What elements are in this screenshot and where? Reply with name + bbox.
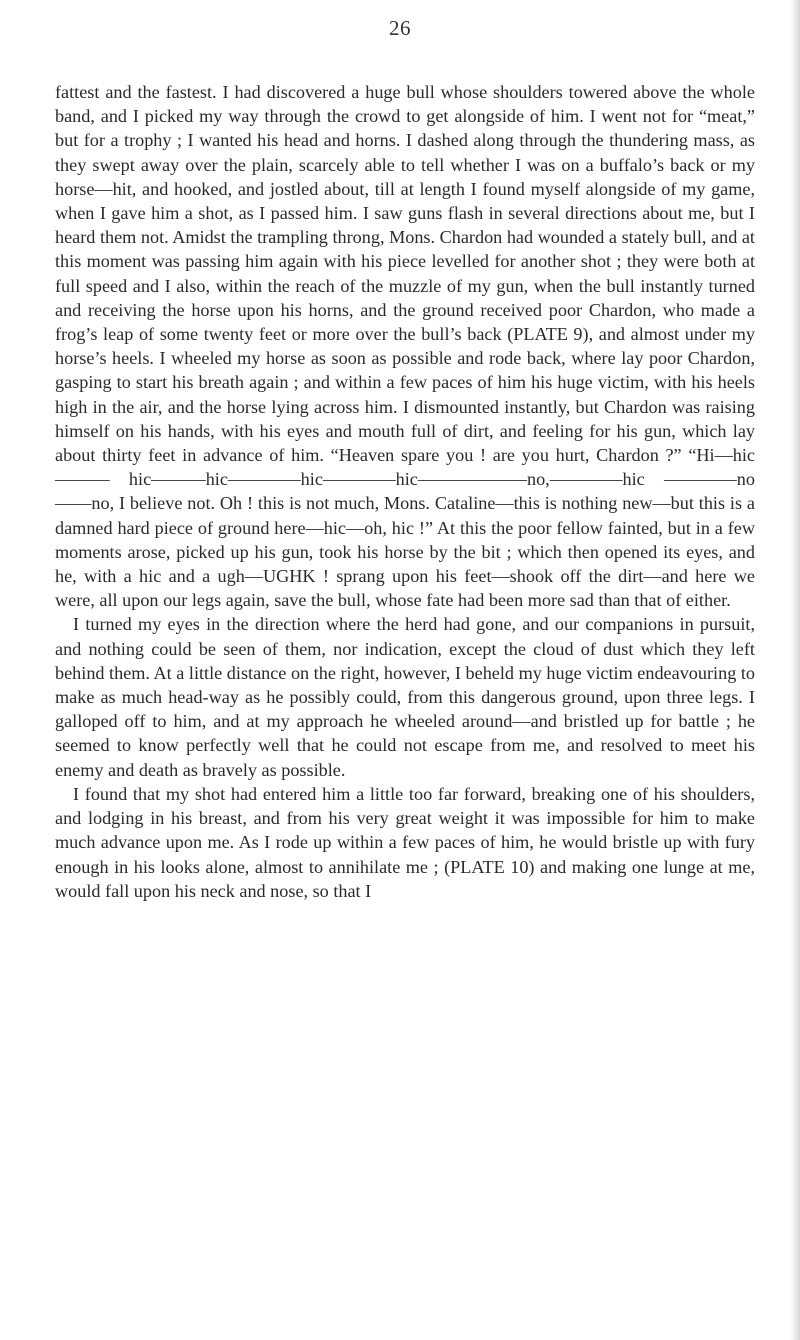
- page-edge-shadow: [790, 0, 800, 1340]
- page-number: 26: [389, 16, 411, 40]
- paragraph-3: I found that my shot had entered him a little too far forward, breaking one of his shoulders, and lodging in his breast, and from his very great weight it was impossible for him to make much advance upon me. As I rode up within a few paces of him, he would bristle up with fury enough in his looks alone, almost to annihilate me ; (PLATE 10) and making one lunge at me, would fall upon his neck and nose, so that I: [55, 783, 755, 901]
- paragraph-1: fattest and the fastest. I had discovered a huge bull whose shoulders towered above the whole band, and I picked my way through the crowd to get alongside of him. I went not for “meat,” but for a trophy ; I wanted his head and horns. I dashed along through the thundering mass, as they swept away over the plain, scarcely able to tell whether I was on a buffalo’s back or my horse—hit, and hooked, and jostled about, till at length I found myself alongside of my game, when I gave him a shot, as I passed him. I saw guns flash in several directions about me, but I heard them not. Amidst the trampling throng, Mons. Chardon had wounded a stately bull, and at this moment was passing him again with his piece levelled for another shot ; they were both at full speed and I also, within the reach of the muzzle of my gun, when the bull instantly turned and receiving the horse upon his horns, and the ground received poor Chardon, who made a frog’s leap of some twenty feet or more over the bull’s back (PLATE 9), and almost under my horse’s heels. I wheeled my horse as soon as possible and rode back, where lay poor Chardon, gasping to start his breath again ; and within a few paces of him his huge victim, with his heels high in the air, and the horse lying across him. I dismounted instantly, but Chardon was raising himself on his hands, with his eyes and mouth full of dirt, and feeling for his gun, which lay about thirty feet in advance of him. “Heaven spare you ! are you hurt, Chardon ?” “Hi—hic——— hic———hic————hic————hic——————no,————hic ————no——no, I believe not. Oh ! this is not much, Mons. Cataline—this is nothing new—but this is a damned hard piece of ground here—hic—oh, hic !” At this the poor fellow fainted, but in a few moments arose, picked up his gun, took his horse by the bit ; which then opened its eyes, and he, with a hic and a ugh—UGHK ! sprang upon his feet—shook off the dirt—and here we were, all upon our legs again, save the bull, whose fate had been more sad than that of either.: [55, 82, 755, 611]
- body-text: [55, 80, 755, 903]
- paragraph-2: I turned my eyes in the direction where the herd had gone, and our companions in pursuit, and nothing could be seen of them, nor indication, except the cloud of dust which they left behind them. At a little distance on the right, however, I beheld my huge victim endeavouring to make as much head-way as he possibly could, from this dangerous ground, upon three legs. I galloped off to him, and at my approach he wheeled around—and bristled up for battle ; he seemed to know perfectly well that he could not escape from me, and resolved to meet his enemy and death as bravely as possible.: [55, 614, 755, 780]
